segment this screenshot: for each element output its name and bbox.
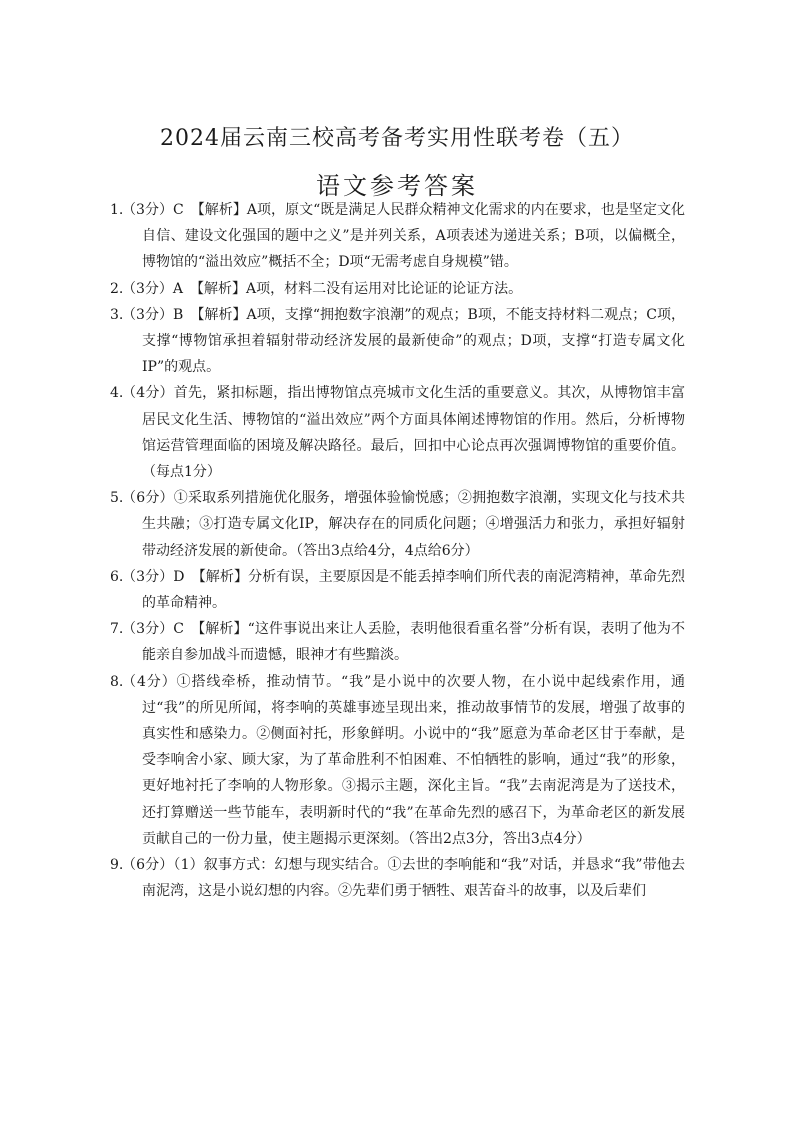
answer-item xyxy=(110,852,685,904)
answer-item xyxy=(110,380,685,485)
question-number: 8. xyxy=(110,673,124,690)
question-number: 9. xyxy=(110,857,124,874)
answer-text: （6分）①采取系列措施优化服务，增强体验愉悦感；②拥抱数字浪潮，实现文化与技术共生共融；③打造专属文化IP，解决存在的同质化问题；④增强活力和张力，承担好辐射带动经济发展的新使命。（答出3点给4分，4点给6分） xyxy=(122,490,685,559)
page-subtitle: 语文参考答案 xyxy=(316,172,478,200)
answer-text: （6分）（1）叙事方式：幻想与现实结合。①去世的李响能和“我”对话，并恳求“我”带他去南泥湾，这是小说幻想的内容。②先辈们勇于牺牲、艰苦奋斗的故事，以及后辈们 xyxy=(122,857,685,900)
question-number: 7. xyxy=(110,621,124,638)
answer-text: （4分）①搭线牵桥，推动情节。“我”是小说中的次要人物，在小说中起线索作用，通过“我”的所见所闻，将李响的英雄事迹呈现出来，推动故事情节的发展，增强了故事的真实性和感染力。②侧面衬托，形象鲜明。小说中的“我”愿意为革命老区甘于奉献，是受李响舍小家、顾大家，为了革命胜利不怕困难、不怕牺牲的影响，通过“我”的形象，更好地衬托了李响的人物形象。③揭示主题，深化主旨。“我”去南泥湾是为了送技术，还打算赠送一些节能车，表明新时代的“我”在革命先烈的感召下，为革命老区的新发展贡献自己的一份力量，使主题揭示更深刻。（答出2点3分，答出3点4分） xyxy=(122,673,685,847)
answer-item xyxy=(110,276,685,302)
answer-item xyxy=(110,302,685,381)
answer-list xyxy=(110,197,685,904)
question-number: 3. xyxy=(110,306,124,323)
answer-text: （4分）首先，紧扣标题，指出博物馆点亮城市文化生活的重要意义。其次，从博物馆丰富居民文化生活、博物馆的“溢出效应”两个方面具体阐述博物馆的作用。然后，分析博物馆运营管理面临的困境及解决路径。最后，回扣中心论点再次强调博物馆的重要价值。（每点1分） xyxy=(122,385,685,481)
question-number: 2. xyxy=(110,280,124,297)
answer-item xyxy=(110,616,685,668)
page-title: 2024届云南三校高考备考实用性联考卷（五） xyxy=(160,126,634,151)
answer-item xyxy=(110,564,685,616)
answer-item xyxy=(110,197,685,276)
answer-item xyxy=(110,669,685,852)
question-number: 4. xyxy=(110,385,124,402)
answer-item xyxy=(110,485,685,564)
answer-text: （3分）B 【解析】A项，支撑“拥抱数字浪潮”的观点；B项，不能支持材料二观点；C项，支撑“博物馆承担着辐射带动经济发展的最新使命”的观点；D项，支撑“打造专属文化IP”的观点。 xyxy=(122,306,685,376)
question-number: 5. xyxy=(110,490,124,507)
answer-text: （3分）A 【解析】A项，材料二没有运用对比论证的论证方法。 xyxy=(122,280,523,297)
question-number: 1. xyxy=(110,202,124,218)
question-number: 6. xyxy=(110,568,124,585)
answer-text: （3分）D 【解析】分析有误，主要原因是不能丢掉李响们所代表的南泥湾精神，革命先烈的革命精神。 xyxy=(122,568,685,612)
answer-text: （3分）C 【解析】“这件事说出来让人丢脸，表明他很看重名誉”分析有误，表明了他为不能亲自参加战斗而遗憾，眼神才有些黯淡。 xyxy=(122,621,685,664)
answer-text: （3分）C 【解析】A项，原文“既是满足人民群众精神文化需求的内在要求，也是坚定文化自信、建设文化强国的题中之义”是并列关系，A项表述为递进关系；B项，以偏概全，博物馆的“溢出效应”概括不全；D项“无需考虑自身规模”错。 xyxy=(122,202,685,271)
